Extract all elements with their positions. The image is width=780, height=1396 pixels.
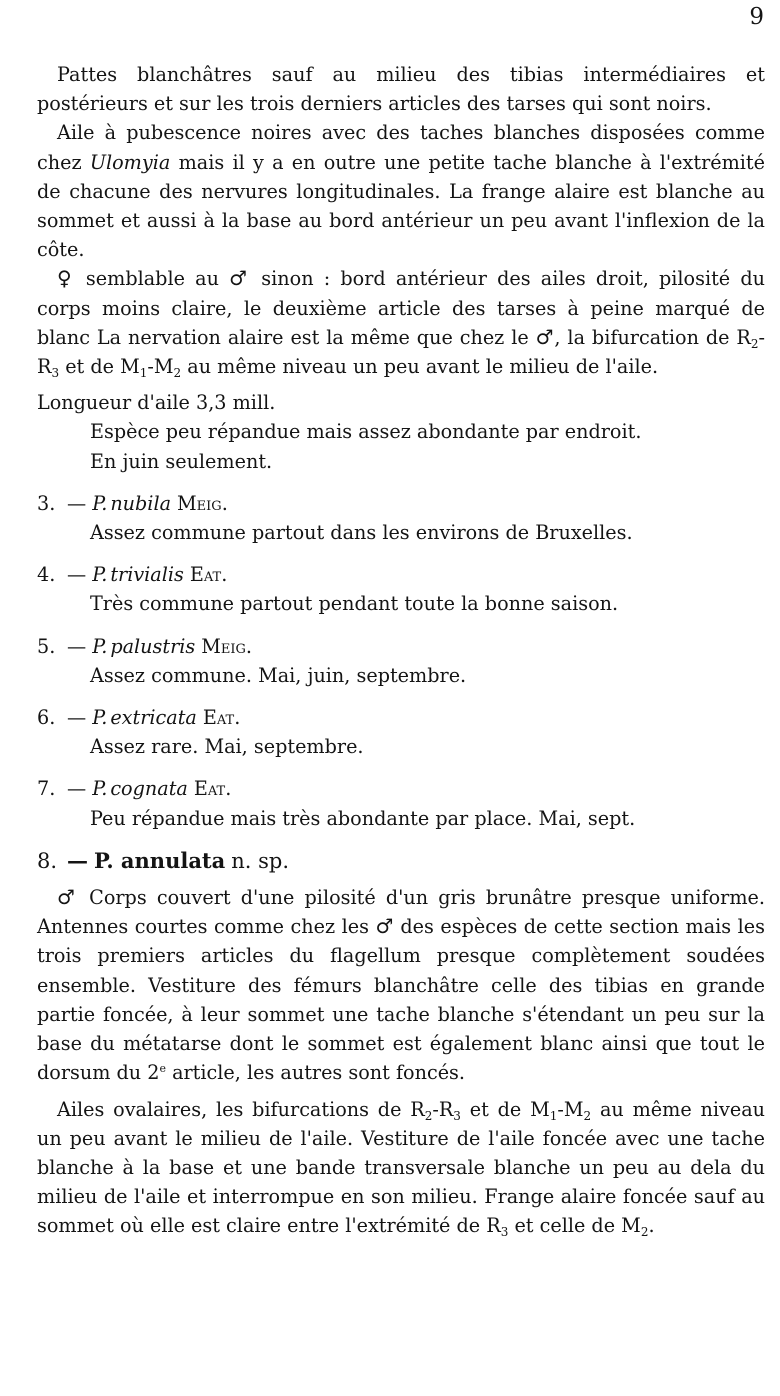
paragraph-male-description: ♂ Corps couvert d'une pilosité d'un gris brunâtre presque uniforme. Antennes courtes comme chez les ♂ des espèces de cette section mais les trois premiers articles du flagellum presque complètement soudées ensemble. Vestiture des fémurs blanchâtre celle des tibias en grande partie foncée, à leur sommet une tache blanche s'étendant un peu sur la base du métatarse dont le sommet est également blanc ainsi que tout le dorsum du 2e article, les autres sont foncés. [37, 885, 766, 1085]
paragraph-female: ♀ semblable au ♂ sinon : bord antérieur des ailes droit, pilosité du corps moins claire, le deuxième article des tarses à peine marqué de blanc La nervation alaire est la même que chez le ♂, la bifurcation de $R_2-R_3$ et de $M_1-M_2$ au même niveau un peu avant le milieu de l'aile. [37, 266, 765, 381]
male-symbol: ♂ [57, 885, 79, 910]
species-entry: 4. — P. trivialis Eat. Très commune partout pendant toute la bonne saison. [37, 563, 619, 616]
wing-length: Longueur d'aile 3,3 mill. [37, 391, 276, 415]
male-symbol: ♂ [375, 914, 394, 939]
distribution-line-2: En juin seulement. [90, 449, 273, 473]
new-species-heading: 8. — P. annulata n. sp. [37, 847, 290, 873]
page-body [37, 60, 765, 1241]
paragraph-legs: Pattes blanchâtres sauf au milieu des tibias intermédiaires et postérieurs et sur les trois derniers articles des tarses qui sont noirs. [37, 63, 765, 116]
female-symbol: ♀ [57, 266, 76, 291]
distribution-line-1: Espèce peu répandue mais assez abondante par endroit. [90, 420, 642, 444]
species-entry: 6. — P. extricata Eat. Assez rare. Mai, septembre. [37, 706, 364, 759]
male-symbol: ♂ [229, 266, 252, 291]
species-entry: 7. — P. cognata Eat. Peu répandue mais très abondante par place. Mai, sept. [37, 777, 636, 830]
species-entry: 3. — P. nubila Meig. Assez commune partout dans les environs de Bruxelles. [37, 491, 633, 545]
species-entry: 5. — P. palustris Meig. Assez commune. Mai, juin, septembre. [37, 634, 467, 687]
paragraph-wing: Aile à pubescence noires avec des taches blanches disposées comme chez Ulomyia mais il y a en outre une petite tache blanche à l'extrémité de chacune des nervures longitudinales. La frange alaire est blanche au sommet et aussi à la base au bord antérieur un peu avant l'inflexion de la côte. [37, 121, 765, 262]
paragraph-wings-description: Ailes ovalaires, les bifurcations de $R_2-R_3$ et de $M_1-M_2$ au même niveau un peu avant le milieu de l'aile. Vestiture de l'aile foncée avec une tache blanche à la base et une bande transversale blanche un peu au dela du milieu de l'aile et interrompue en son milieu. Frange alaire foncée sauf au sommet où elle est claire entre l'extrémité de $R_3$ et celle de $M_2$. [37, 1097, 765, 1240]
page-number: 9 [749, 4, 764, 30]
male-symbol: ♂ [535, 324, 555, 349]
